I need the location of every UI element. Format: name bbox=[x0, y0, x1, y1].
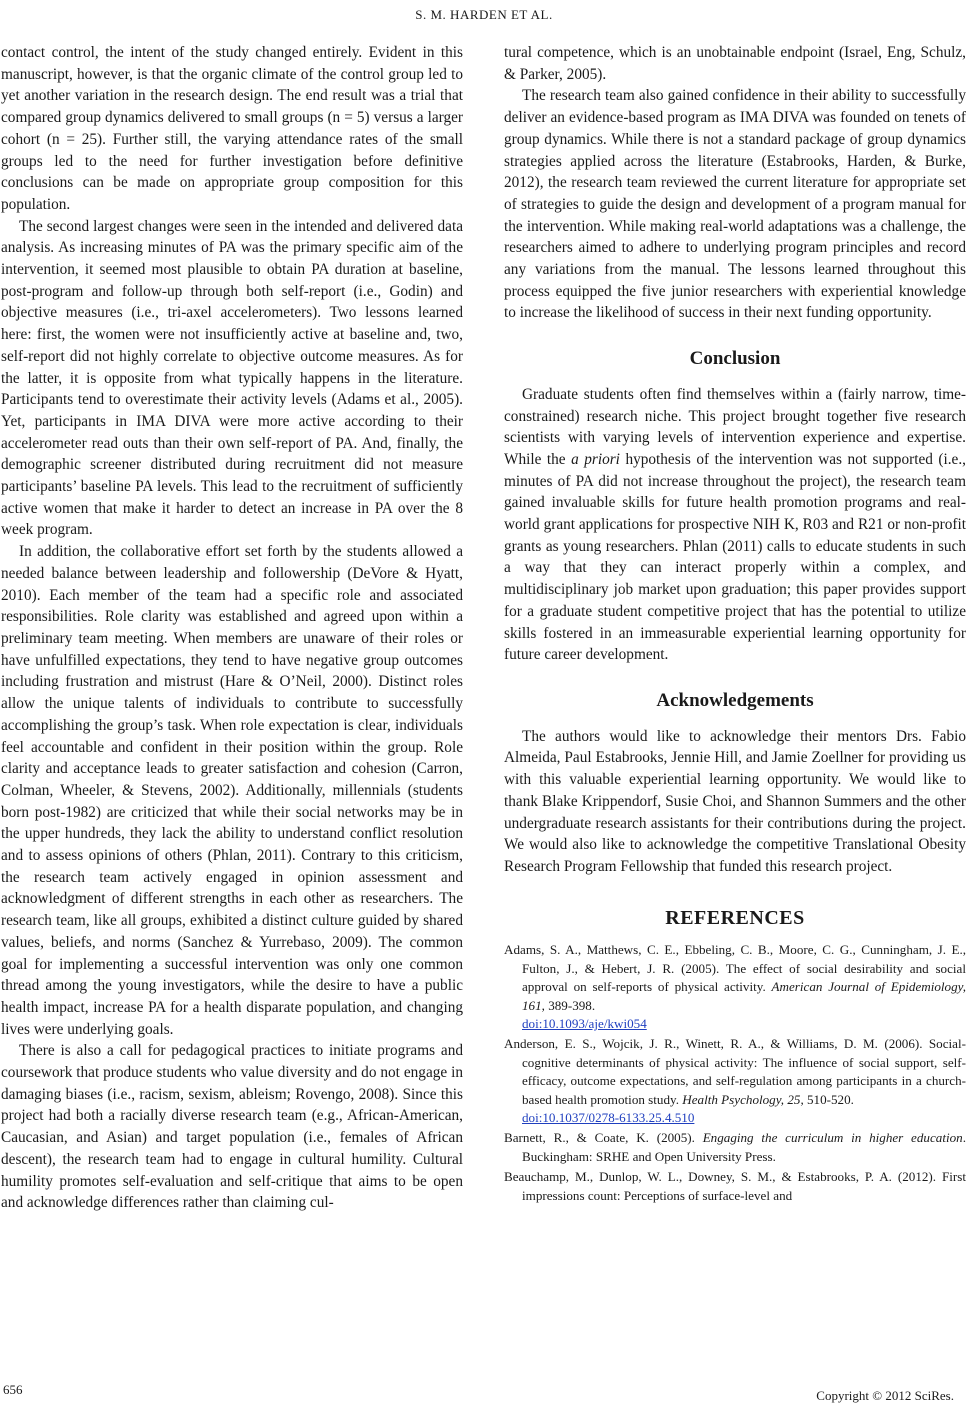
conclusion-text-end: hypothesis of the intervention was not supported (i.e., minutes of PA did not increase throughout the project), the research team gained invaluable skills for future health promotion programs and real-world grant applications for prospective NIH K, R03 and R21 or non-profit grants as young researchers. Phlan (2011) calls to educate students in such a way that they can interact properly within a complex, and multidisciplinary job market upon graduation; this paper provides support for a graduate student competitive project that has the potential to utilize skills fostered in an immeasurable experiential learning opportunity for future career development. bbox=[504, 450, 966, 664]
reference-item bbox=[504, 1168, 966, 1205]
reference-text: Anderson, E. S., Wojcik, J. R., Winett, R. A., & Williams, D. M. (2006). Social-cognitive determinants of physical activity: The influence of social support, self-efficacy, outcome expectations, and self-regulation among participants in a church-based health promotion study. bbox=[504, 1036, 966, 1107]
reference-text: Adams, S. A., Matthews, C. E., Ebbeling, C. B., Moore, C. G., Cunningham, J. E., Fulton, J., & Hebert, J. R. (2005). The effect of social desirability and social approval on self-reports of physical activity. bbox=[504, 942, 966, 995]
reference-pages: 510-520. bbox=[803, 1091, 854, 1107]
conclusion-text-start: Graduate students often find themselves within a (fairly narrow, time-constrained) research niche. This project brought together five research scientists with varying levels of intervention experience and expertise. While the bbox=[504, 385, 966, 468]
paragraph: tural competence, which is an unobtainable endpoint (Israel, Eng, Schulz, & Parker, 2005). bbox=[504, 44, 966, 83]
reference-item bbox=[504, 1035, 966, 1127]
reference-text: Barnett, R., & Coate, K. (2005). bbox=[504, 1130, 703, 1146]
acknowledgements-paragraph: The authors would like to acknowledge their mentors Drs. Fabio Almeida, Paul Estabrooks, Jennie Hill, and Jamie Zoellner for providing us with this valuable experiential learning opportunity. We would like to thank Blake Krippendorf, Susie Choi, and Shannon Summers and the other undergraduate research assistants for their contributions during the project. We would also like to acknowledge the competitive Translational Obesity Research Program Fellowship that funded this research project. bbox=[504, 727, 966, 875]
references-list bbox=[504, 941, 966, 1205]
reference-pages: 389-398. bbox=[544, 997, 596, 1013]
paragraph: In addition, the collaborative effort set forth by the students allowed a needed balance between leadership and followership (DeVore & Hyatt, 2010). Each member of the team had a specific role and associated responsibilities. Role clarity was established and agreed upon within a preliminary team meeting. When members are unaware of their roles or have unfulfilled expectations, they tend to have negative group outcomes including frustration and mistrust (Hare & O’Neil, 2000). Distinct roles allow the unique talents of individuals to contribute to successfully accomplishing the group’s task. When role expectation is clear, individuals feel accountable and confident in their position within the group. Role clarity and acceptance leads to greater satisfaction and cohesion (Carron, Colman, Wheeler, & Stevens, 2002). Additionally, millennials (students born post-1982) are criticized that while their social networks may be in the upper hundreds, they lack the ability to understand conflict resolution and to assess opinions of others (Phlan, 2011). Contrary to this criticism, the research team actively engaged in opinion assessment and acknowledgment of different strengths in each other as researchers. The research team, like all groups, exhibited a distinct culture guided by shared values, beliefs, and norms (Sanchez & Yurrebaso, 2009). The common goal for implementing a successful intervention was only one common thread among the young investigators, while the desire to have a public health impact, increase PA for a health disparate population, and changing lives were underlying goals. bbox=[1, 543, 463, 1038]
conclusion-italic: a priori bbox=[571, 450, 620, 468]
right-column bbox=[504, 42, 966, 1207]
reference-item bbox=[504, 941, 966, 1033]
running-head: S. M. HARDEN ET AL. bbox=[415, 7, 553, 22]
conclusion-heading: Conclusion bbox=[689, 348, 781, 370]
reference-journal: American Journal of Epidemiology, 161, bbox=[522, 979, 967, 1013]
copyright: Copyright © 2012 SciRes. bbox=[816, 1388, 954, 1403]
paragraph: The second largest changes were seen in the intended and delivered data analysis. As increasing minutes of PA was the primary specific aim of the intervention, it seemed most plausible to obtain PA duration at baseline, post-program and follow-up through both self-report (i.e., Godin) and objective measures (i.e., tri-axel accelerometers). Two lessons learned here: first, the women were not insufficiently active at baseline and, two, self-report did not highly correlate to objective outcome measures. As for the latter, it is opposite from what typically happens in the literature. Participants tend to overestimate their activity levels (Adams et al., 2005). Yet, participants in IMA DIVA were more active according to their accelerometer read outs than their own self-report of PA. And, finally, the demographic screener distributed during recruitment did not measure participants’ baseline PA levels. This lead to the recruitment of sufficiently active women that make it harder to detect an increase in PA over the 8 week program. bbox=[1, 217, 463, 539]
reference-publisher: . Buckingham: SRHE and Open University Press. bbox=[522, 1130, 966, 1164]
doi-link[interactable]: doi:10.1093/aje/kwi054 bbox=[522, 1015, 647, 1031]
reference-journal: Health Psychology, 25, bbox=[682, 1091, 804, 1107]
paragraph: There is also a call for pedagogical practices to initiate programs and coursework that produce students who value diversity and do not engage in damaging biases (i.e., racism, sexism, ableism; Rovengo, 2008). Since this project had both a racially diverse research team (e.g., African-American, Caucasian, and Asian) and target population (i.e., females of African descent), the research team had to engage in cultural humility. Cultural humility promotes self-evaluation and self-critique that aims to be open and acknowledge differences rather than claiming cul- bbox=[1, 1042, 463, 1212]
paragraph: contact control, the intent of the study changed entirely. Evident in this manuscript, however, is that the organic climate of the control group led to yet another variation in the research design. The end result was a trial that compared group dynamics delivered to small groups (n = 5) versus a larger cohort (n = 25). Further still, the varying attendance rates of the small groups led to the need for further investigation before definitive conclusions can be made on appropriate group composition for this population. bbox=[1, 44, 463, 213]
reference-text: Beauchamp, M., Dunlop, W. L., Downey, S. M., & Estabrooks, P. A. (2012). First impressions count: Perceptions of surface-level and bbox=[504, 1169, 966, 1203]
doi-link[interactable]: doi:10.1037/0278-6133.25.4.510 bbox=[522, 1109, 695, 1125]
page-number: 656 bbox=[3, 1382, 23, 1397]
reference-title: Engaging the curriculum in higher education bbox=[702, 1130, 963, 1146]
conclusion-paragraph bbox=[504, 384, 966, 666]
paragraph: The research team also gained confidence in their ability to successfully deliver an evidence-based program as IMA DIVA was founded on tenets of group dynamics. While there is not a standard package of group dynamics strategies applied across the literature (Estabrooks, Harden, & Burke, 2012), the research team reviewed the current literature for appropriate set of strategies to guide the design and development of a program manual for the intervention. While making real-world adaptations was a challenge, the researchers aimed to adhere to underlying program principles and record any variations from the manual. The lessons learned throughout this process equipped the five junior researchers with experiential knowledge to increase the likelihood of success in their next funding opportunity. bbox=[504, 87, 966, 322]
references-heading: REFERENCES bbox=[665, 906, 805, 929]
reference-item bbox=[504, 1129, 966, 1166]
acknowledgements-heading: Acknowledgements bbox=[656, 689, 814, 711]
left-column bbox=[1, 42, 463, 1214]
